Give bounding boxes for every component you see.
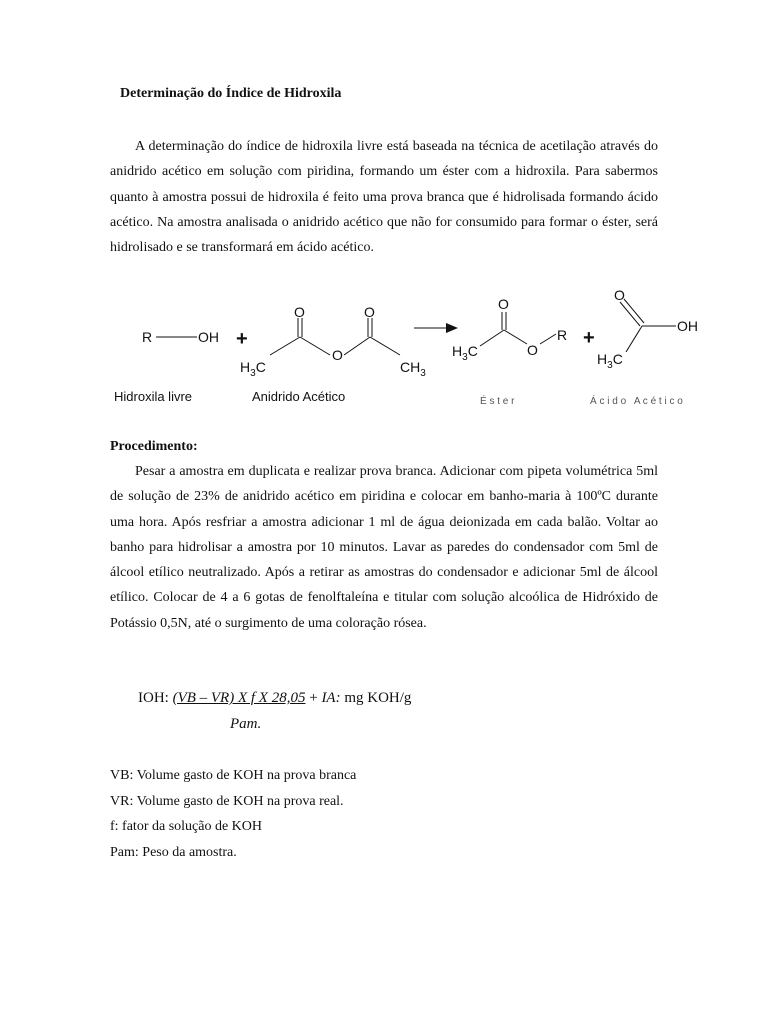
formula-ia: IA:: [321, 690, 341, 706]
definition-item: f: fator da solução de KOH: [110, 819, 263, 834]
anhydride-o2-text: O: [364, 304, 375, 320]
acid-h3c-text: $H_3C$: [597, 351, 623, 371]
anhydride-h3c-text: $H_3C$: [240, 359, 266, 379]
anhydride-bridge-o-text: O: [332, 347, 343, 363]
ester-r-text: R: [557, 327, 568, 343]
formula-prefix: IOH:: [138, 690, 169, 706]
r-group-text: R: [142, 329, 153, 345]
formula-denominator: Pam.: [230, 716, 262, 732]
formula-plus: +: [309, 690, 318, 706]
definitions-list: [110, 763, 356, 865]
reaction-scheme: [0, 280, 768, 420]
acid-oh-text: OH: [677, 318, 698, 334]
procedure-paragraph: Pesar a amostra em duplicata e realizar prova branca. Adicionar com pipeta volumétrica 5ml de solução de 23% de anidrido acético em piridina e colocar em banho-maria à 100ºC durante uma hora. Após resfriar a amostra adicionar 1 ml de água deionizada em cada balão. Voltar ao banho para hidrolisar a amostra por 10 minutos. Lavar as paredes do condensador com 5ml de álcool etílico neutralizado. Após a retirar as amostras do condensador e adicionar 5ml de álcool etílico. Colocar de 4 a 6 gotas de fenolftaleína e titular com solução alcoólica de Hidróxido de Potássio 0,5N, até o surgimento de uma coloração rósea.: [110, 464, 658, 631]
reaction-arrowhead: [446, 323, 458, 333]
definition-item: VB: Volume gasto de KOH na prova branca: [110, 768, 357, 783]
procedure-title: Procedimento:: [110, 439, 198, 454]
label-acido-acetico: Á c i d o A c é t i c o: [590, 396, 683, 407]
hydroxyl-oh-text: OH: [198, 329, 219, 345]
ioh-formula: [138, 690, 411, 707]
formula-numerator: (VB – VR) X f X 28,05: [172, 690, 306, 706]
intro-paragraph: A determinação do índice de hidroxila livre está baseada na técnica de acetilação através do anidrido acético em solução com piridina, formando um éster com a hidroxila. Para sabermos quanto à amostra possui de hidroxila é feito uma prova branca que é hidrolisada formando ácido acético. Na amostra analisada o anidrido acético que não for consumido para formar o éster, será hidrolisado e se transformará em ácido acético.: [110, 139, 658, 256]
formula-unit: mg KOH/g: [344, 690, 412, 706]
label-ester: É s t e r: [480, 396, 515, 407]
definition-item: Pam: Peso da amostra.: [110, 844, 237, 860]
definition-item: VR: Volume gasto de KOH na prova real.: [110, 793, 344, 809]
anhydride-ch3-text: $CH_3$: [400, 359, 426, 379]
label-hidroxila-livre: Hidroxila livre: [114, 389, 193, 404]
ester-o-text: O: [498, 296, 509, 312]
plus-sign-1: +: [236, 328, 248, 350]
label-anidrido-acetico: Anidrido Acético: [252, 389, 346, 404]
page-title: Determinação do Índice de Hidroxila: [120, 86, 342, 101]
acid-o-text: O: [614, 287, 625, 303]
plus-sign-2: +: [583, 327, 595, 349]
ester-bridge-o-text: O: [527, 342, 538, 358]
anhydride-o1-text: O: [294, 304, 305, 320]
ester-h3c-text: $H_3C$: [452, 343, 478, 363]
